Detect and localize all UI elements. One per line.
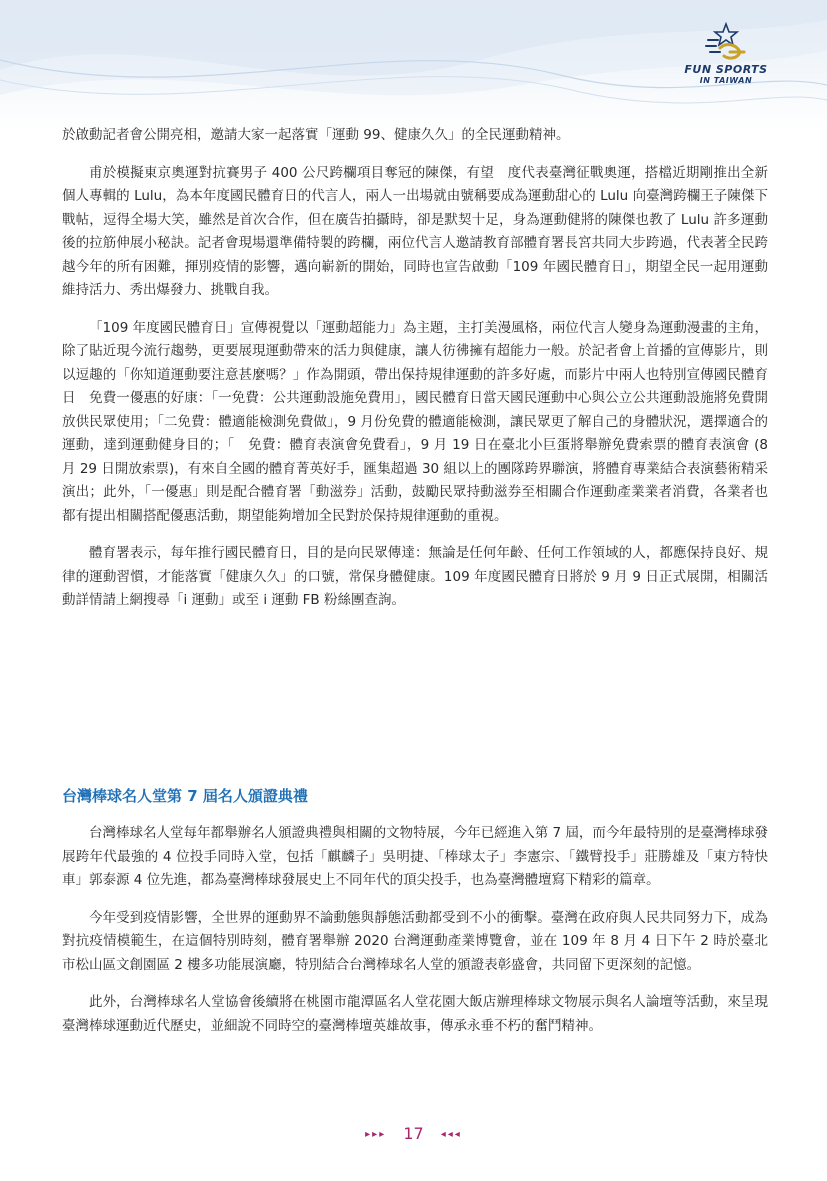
footer-left-arrows-icon: ▸▸▸: [365, 1129, 387, 1140]
logo-title: FUN SPORTS: [684, 63, 768, 76]
article1-paragraph-2: 甫於模擬東京奧運對抗賽男子 400 公尺跨欄項目奪冠的陳傑，有望 度代表臺灣征戰奧運，搭檔近期剛推出全新個人專輯的 Lulu，為本年度國民體育日的代言人，兩人一出場就由號稱要成為運動甜心的 Lulu 向臺灣跨欄王子陳傑下戰帖，逗得全場大笑，雖然是首次合作，但在廣告拍攝時，卻是默契十足，身為運動健將的陳傑也教了 Lulu 許多運動後的拉筋伸展小秘訣。記者會現場還準備特製的跨欄，兩位代言人邀請教育部體育署長宮共同大步跨過，代表著全民跨越今年的所有困難，揮別疫情的影響，邁向嶄新的開始，同時也宣告啟動「109 年國民體育日」，期望全民一起用運動維持活力、秀出爆發力、挑戰自我。: [62, 164, 768, 298]
section-title: 台灣棒球名人堂第 7 屆名人頒證典禮: [62, 787, 308, 805]
article2-paragraph-2: 今年受到疫情影響，全世界的運動界不論動態與靜態活動都受到不小的衝擊。臺灣在政府與人民共同努力下，成為對抗疫情模範生，在這個特別時刻，體育署舉辦 2020 台灣運動產業博覽會，並在 109 年 8 月 4 日下午 2 時於臺北市松山區文創園區 2 樓多功能展演廳，特別結合台灣棒球名人堂的頒證表彰盛會，共同留下更深刻的記憶。: [62, 909, 768, 973]
fun-sports-logo: [681, 22, 771, 92]
article1-paragraph-4: 體育署表示，每年推行國民體育日，目的是向民眾傳達：無論是任何年齡、任何工作領域的人，都應保持良好、規律的運動習慣，才能落實「健康久久」的口號，常保身體健康。109 年度國民體育日將於 9 月 9 日正式展開，相關活動詳情請上網搜尋「i 運動」或至 i 運動 FB 粉絲團查詢。: [62, 545, 768, 608]
footer-right-arrows-icon: ◂◂◂: [440, 1129, 462, 1140]
article-national-sports-day: [62, 124, 768, 613]
page-number: 17: [403, 1124, 424, 1143]
page-footer: [0, 1124, 827, 1143]
article2-paragraph-3: 此外，台灣棒球名人堂協會後續將在桃園市龍潭區名人堂花園大飯店辦理棒球文物展示與名人論壇等活動，來呈現臺灣棒球運動近代歷史，並細說不同時空的臺灣棒壇英雄故事，傳承永垂不朽的奮鬥精神。: [62, 994, 768, 1034]
article2-paragraph-1: 台灣棒球名人堂每年都舉辦名人頒證典禮與相關的文物特展，今年已經進入第 7 屆，而今年最特別的是臺灣棒球發展跨年代最強的 4 位投手同時入堂，包括「麒麟子」吳明捷、「棒球太子」李憲宗、「鐵臂投手」莊勝雄及「東方特快車」郭泰源 4 位先進，都為臺灣棒球發展史上不同年代的頂尖投手，也為臺灣體壇寫下精彩的篇章。: [62, 825, 768, 888]
article1-paragraph-3: 「109 年度國民體育日」宣傳視覺以「運動超能力」為主題，主打美漫風格，兩位代言人變身為運動漫畫的主角，除了貼近現今流行趨勢，更要展現運動帶來的活力與健康，讓人彷彿擁有超能力一般。於記者會上首播的宣傳影片，則以逗趣的「你知道運動要注意甚麼嗎？」作為開頭，帶出保持規律運動的許多好處，而影片中兩人也特別宣傳國民體育日 免費一優惠的好康：「一免費：公共運動設施免費用」，國民體育日當天國民運動中心與公立公共運動設施將免費開放供民眾使用；「二免費：體適能檢測免費做」，9 月份免費的體適能檢測，讓民眾更了解自己的身體狀況，選擇適合的運動，達到運動健身目的；「 免費：體育表演會免費看」，9 月 19 日在臺北小巨蛋將舉辦免費索票的體育表演會 (8 月 29 日開放索票)，有來自全國的體育菁英好手，匯集超過 30 組以上的團隊跨界聯演，將體育專業結合表演藝術精采演出；此外，「一優惠」則是配合體育署「動滋券」活動，鼓勵民眾持動滋券至相關合作運動產業業者消費，各業者也都有提出相關搭配優惠活動，期望能夠增加全民對於保持規律運動的重視。: [62, 319, 768, 524]
logo-subtitle: IN TAIWAN: [699, 76, 753, 85]
article1-paragraph-1: 於啟動記者會公開亮相，邀請大家一起落實「運動 99、健康久久」的全民運動精神。: [62, 127, 570, 143]
fun-sports-emblem-icon: [702, 22, 750, 62]
article-baseball-hall-of-fame: [62, 822, 768, 1038]
